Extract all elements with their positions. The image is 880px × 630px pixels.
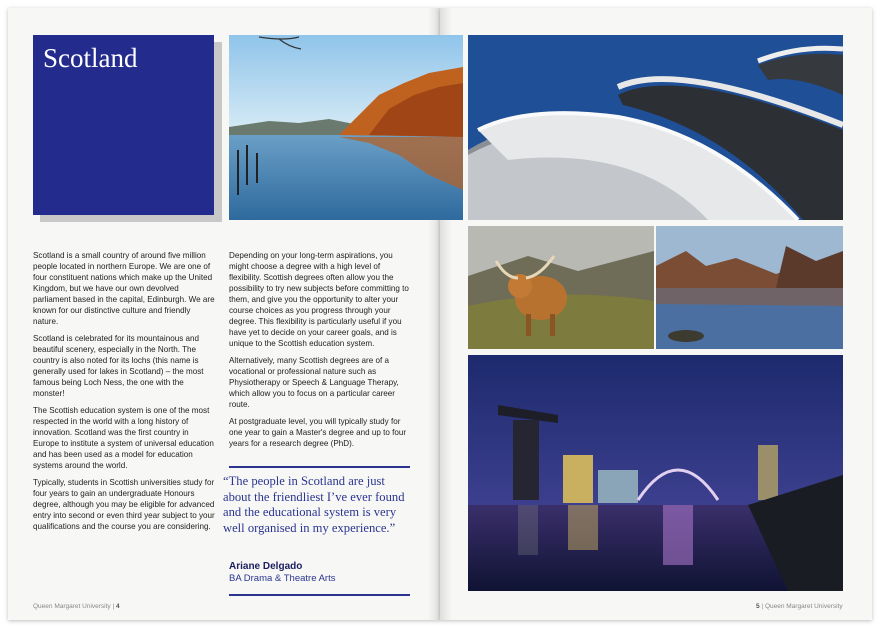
pull-quote	[223, 466, 410, 596]
quote-author: Ariane Delgado	[229, 561, 303, 572]
title-box	[33, 35, 214, 215]
body-paragraph: Depending on your long-term aspirations, you might choose a degree with a high level of flexibility. Scottish degrees often allow you the possibility to try new subjects before committing to them, and give you the opportunity to alter your course choices as you progress through your degree. This flexibility is particularly useful if you have yet to decide on your career goals, and is unique to the Scottish education system.	[229, 251, 409, 348]
body-paragraph: Typically, students in Scottish universities study for four years to gain an undergraduate Honours degree, although you may be eligible for advanced entry into second or even third year subject to your qualifications and the course you are considering.	[33, 478, 215, 531]
right-footer: 5 | Queen Margaret University	[756, 603, 843, 610]
loch-autumn-photo	[229, 35, 463, 220]
body-column-1	[33, 250, 215, 538]
quote-author-role: BA Drama & Theatre Arts	[229, 573, 336, 584]
body-paragraph: Alternatively, many Scottish degrees are of a vocational or professional nature such as Physiotherapy or Speech & Language Therapy, which allow you to focus on a particular career route.	[229, 356, 399, 409]
glen-loch-photo	[656, 226, 843, 349]
body-paragraph: The Scottish education system is one of the most respected in the world with a long history of innovation. Scotland was the first country in Europe to institute a system of universal education and has been used as a model for education systems around the world.	[33, 406, 214, 470]
left-footer: Queen Margaret University | 4	[33, 603, 120, 610]
body-paragraph: Scotland is celebrated for its mountainous and beautiful scenery, especially in the North. The country is also noted for its lochs (this name is generally used for lakes in Scotland) – the most famous being Loch Ness, the one with the monster!	[33, 334, 204, 398]
body-column-2	[229, 250, 414, 455]
footer-page-number: 4	[115, 603, 120, 610]
footer-org: Queen Margaret University	[764, 603, 843, 610]
glasgow-night-photo	[468, 355, 843, 591]
armadillo-building-photo	[468, 35, 843, 220]
footer-org: Queen Margaret University	[33, 603, 111, 610]
highland-cow-photo	[468, 226, 654, 349]
body-paragraph: Scotland is a small country of around five million people located in northern Europe. We are one of four constituent nations which make up the United Kingdom, but we have our own devolved parliament based in the capital, Edinburgh. We are known for our distinctive culture and friendly nature.	[33, 251, 215, 326]
page-title: Scotland	[43, 43, 138, 73]
quote-text: “The people in Scotland are just about the friendliest I’ve ever found and the educational system is very well organised in my experience.”	[223, 474, 405, 535]
body-paragraph: At postgraduate level, you will typically study for one year to gain a Master's degree and up to four years for a research degree (PhD).	[229, 417, 407, 448]
footer-page-number: 5	[756, 603, 760, 610]
